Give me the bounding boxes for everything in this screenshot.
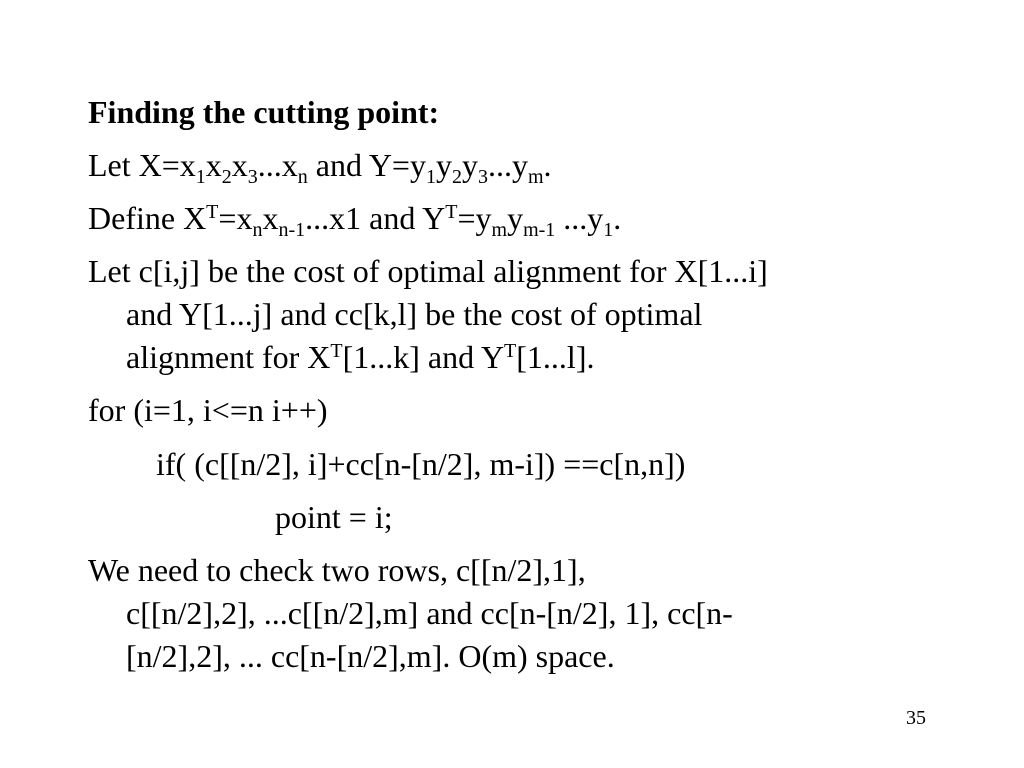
code-assignment: point = i; xyxy=(275,499,393,535)
code-for-loop: for (i=1, i<=n i++) xyxy=(88,392,328,428)
definition-line-x-y: Let $X=x_1x_2x_3...x_n$ and $Y=y_1y_2y_3...y_m$. xyxy=(88,147,552,188)
cost-paragraph-line-1: Let c[i,j] be the cost of optimal alignment for X[1...i] xyxy=(88,253,768,289)
conclusion-line-2: c[[n/2],2], ...c[[n/2],m] and cc[n-[n/2], 1], cc[n- xyxy=(126,595,733,631)
conclusion-line-3: [n/2],2], ... cc[n-[n/2],m]. O(m) space. xyxy=(126,638,615,674)
definition-line-transpose: Define $X^T=x_nx_{n-1}...x1$ and $Y^T=y_my_{m-1}$ $...y_1$. xyxy=(88,200,622,241)
cost-paragraph-line-2: and Y[1...j] and cc[k,l] be the cost of optimal xyxy=(126,296,703,332)
cost-paragraph-line-3: alignment for $X^T[1...k]$ and $Y^T[1...l]$. xyxy=(126,339,595,375)
code-if-statement: if( (c[[n/2], i]+cc[n-[n/2], m-i]) ==c[n,n]) xyxy=(156,446,686,482)
conclusion-line-1: We need to check two rows, c[[n/2],1], xyxy=(88,552,586,588)
slide-title: Finding the cutting point: xyxy=(88,94,440,130)
page-number: 35 xyxy=(906,707,926,729)
